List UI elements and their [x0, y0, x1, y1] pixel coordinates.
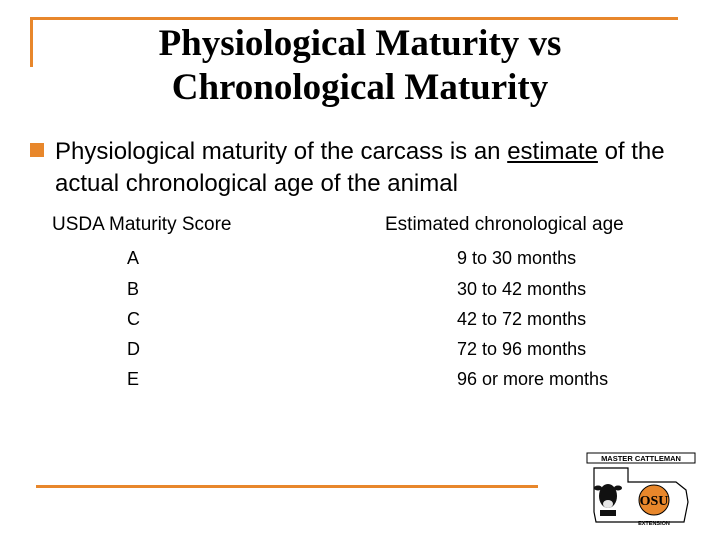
osu-brand-icon	[639, 485, 669, 515]
maturity-score: C	[127, 309, 140, 329]
logo-subtext: EXTENSION	[638, 521, 670, 527]
bullet-text-underlined: estimate	[507, 138, 598, 165]
bullet-text-start: Physiological maturity of the carcass is an	[55, 138, 508, 165]
estimated-age: 30 to 42 months	[457, 279, 587, 299]
master-cattleman-logo	[586, 452, 696, 528]
title-line-1: Physiological Maturity vs	[158, 23, 562, 64]
logo-banner-text: MASTER CATTLEMAN	[601, 454, 681, 463]
square-bullet-icon	[30, 143, 44, 157]
slide-title	[60, 22, 660, 110]
maturity-score-header: USDA Maturity Score	[52, 214, 232, 235]
bullet-text-end: of the actual chronological age of the animal	[55, 138, 665, 197]
chronological-age-header: Estimated chronological age	[385, 214, 624, 235]
logo-initials: OSU	[639, 494, 669, 509]
bottom-accent-line	[36, 485, 538, 488]
left-accent-line	[30, 17, 33, 67]
estimated-age: 72 to 96 months	[457, 339, 587, 359]
maturity-score: D	[127, 339, 140, 359]
estimated-age: 42 to 72 months	[457, 309, 587, 329]
maturity-score: E	[127, 369, 140, 389]
cattle-head-icon	[594, 484, 622, 516]
top-accent-line	[30, 17, 678, 20]
estimated-age: 96 or more months	[457, 369, 609, 389]
maturity-score: B	[127, 279, 140, 299]
title-line-2: Chronological Maturity	[171, 67, 549, 108]
maturity-score: A	[127, 248, 140, 268]
estimated-age: 9 to 30 months	[457, 248, 577, 268]
bullet-text	[55, 136, 695, 200]
